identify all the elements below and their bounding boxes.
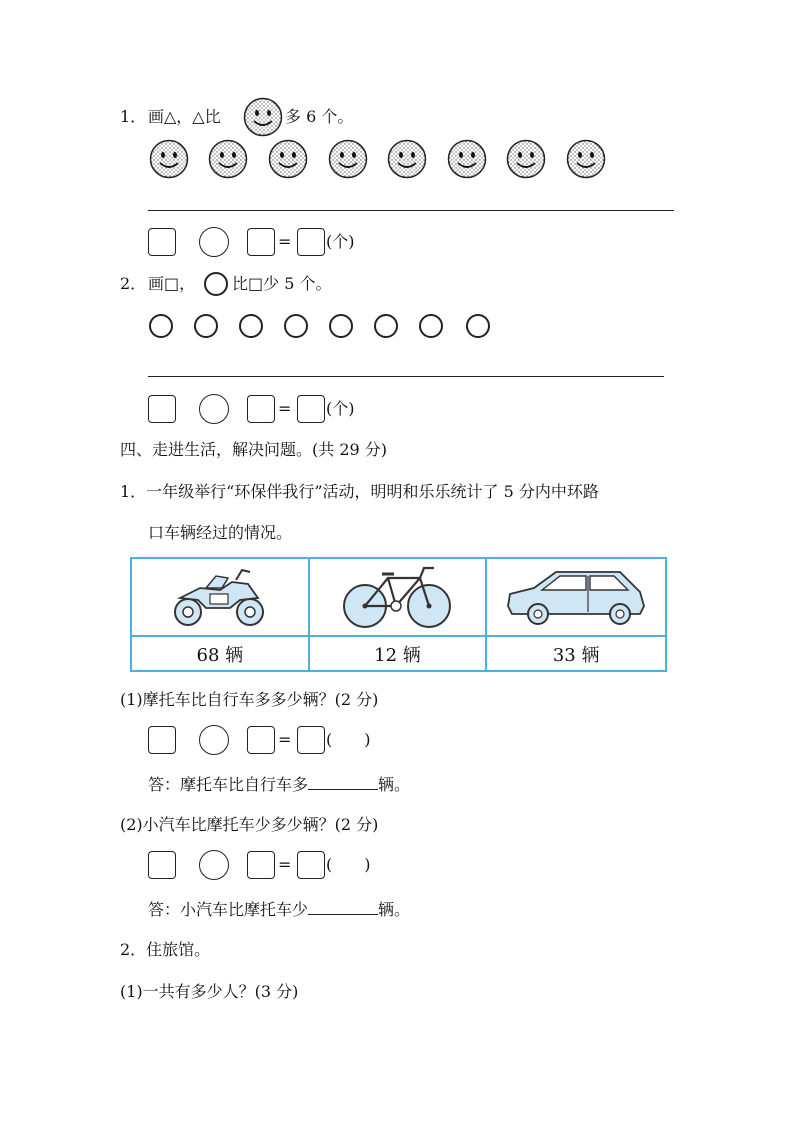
answer-box[interactable] [247,851,275,879]
answer-box[interactable] [247,228,275,256]
bicycle-count-cell [310,637,488,670]
answer-blank[interactable] [308,773,378,790]
answer-prefix: 答：小汽车比摩托车少 [148,900,309,919]
unit-blank: ( ) [326,730,371,749]
smiley-icon [149,139,189,179]
motorcycle-icon [170,564,270,630]
answer-box[interactable] [148,851,176,879]
answer-box[interactable] [297,851,325,879]
problem-text-continued: 口车辆经过的情况。 [148,523,293,542]
sub-question-2: (2)小汽车比摩托车少多少辆？(2 分) [120,815,379,834]
equals-sign: = [278,399,292,418]
problem-2-sub-question-1: (1)一共有多少人？(3 分) [120,982,299,1001]
circle-icon [204,272,228,296]
answer-line-1 [148,773,410,795]
smiley-icon [328,139,368,179]
q1-text-start: 画△，△比 [148,107,221,126]
answer-box[interactable] [297,228,325,256]
answer-line-2 [148,898,410,920]
q1-number: 1． [120,107,147,126]
bicycle-icon [340,564,454,630]
equals-sign: = [278,730,292,749]
sub-question-1: (1)摩托车比自行车多多少辆？(2 分) [120,690,379,709]
smiley-icon [506,139,546,179]
motorcycle-count-cell [132,637,310,670]
answer-box[interactable] [148,228,176,256]
circle-icon [239,314,263,338]
bicycle-count: 12 辆 [374,644,421,666]
car-icon [504,566,648,628]
circle-icon [194,314,218,338]
operator-circle[interactable] [199,725,229,755]
answer-prefix: 答：摩托车比自行车多 [148,775,309,794]
bicycle-cell [310,559,488,637]
problem-text: 1．一年级举行“环保伴我行”活动，明明和乐乐统计了 5 分内中环路 [120,482,599,501]
circle-icon [419,314,443,338]
answer-suffix: 辆。 [378,775,411,794]
smiley-icon [243,97,283,137]
answer-box[interactable] [148,726,176,754]
unit-label: (个) [326,232,355,251]
unit-label: (个) [326,399,355,418]
answer-box[interactable] [247,395,275,423]
circle-icon [329,314,353,338]
equals-sign: = [278,232,292,251]
operator-circle[interactable] [199,394,229,424]
equals-sign: = [278,855,292,874]
smiley-icon [566,139,606,179]
car-count-cell [487,637,665,670]
problem-2-title: 2．住旅馆。 [120,940,211,959]
smiley-icon [447,139,487,179]
operator-circle[interactable] [199,850,229,880]
answer-box[interactable] [297,726,325,754]
answer-suffix: 辆。 [378,900,411,919]
circle-icon [374,314,398,338]
smiley-icon [208,139,248,179]
q1-text-end: 多 6 个。 [285,107,354,126]
smiley-icon [387,139,427,179]
q2-text-start: 画□， [148,274,196,293]
circle-icon [466,314,490,338]
smiley-icon [268,139,308,179]
circle-icon [149,314,173,338]
section-heading: 四、走进生活，解决问题。(共 29 分) [120,440,388,459]
car-count: 33 辆 [552,644,600,666]
unit-blank: ( ) [326,855,371,874]
answer-box[interactable] [297,395,325,423]
answer-box[interactable] [247,726,275,754]
answer-blank[interactable] [308,898,378,915]
drawing-line [148,376,664,377]
operator-circle[interactable] [199,227,229,257]
drawing-line [148,210,674,211]
q2-text-end: 比□少 5 个。 [232,274,332,293]
motorcycle-count: 68 辆 [196,644,244,666]
circle-icon [284,314,308,338]
car-cell [487,559,665,637]
answer-box[interactable] [148,395,176,423]
vehicle-table [130,557,667,672]
motorcycle-cell [132,559,310,637]
q2-number: 2． [120,274,147,293]
